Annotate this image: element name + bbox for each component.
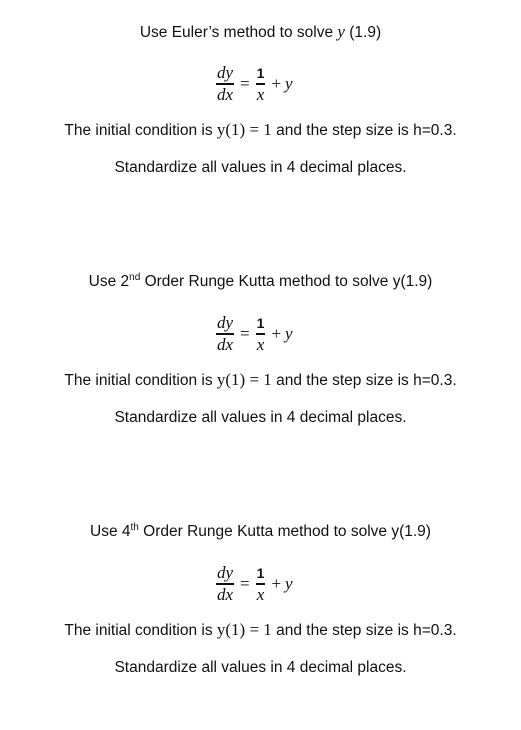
condition-math: y(1) = 1 [216,370,272,389]
condition-math: y(1) = 1 [216,120,272,139]
problem-title [0,22,521,43]
fraction-numerator: 1 [256,65,265,82]
differential-equation [214,60,293,108]
fraction-numerator: 1 [256,315,265,332]
derivative-fraction [216,563,234,604]
problem-euler [0,0,521,230]
condition-prefix: The initial condition is [64,122,217,139]
condition-prefix: The initial condition is [64,622,217,639]
condition-suffix: and the step size is h=0.3. [271,372,457,389]
initial-condition [0,120,521,141]
fraction-denominator: dx [217,84,234,104]
order-superscript: nd [129,272,141,283]
title-text-rest: Order Runge Kutta method to solve y(1.9) [140,273,433,290]
fraction-numerator: dy [217,63,234,83]
derivative-fraction [216,63,234,104]
fraction-numerator: 1 [256,565,265,582]
fraction-numerator: dy [217,563,234,583]
title-variable: y [337,22,345,41]
order-superscript: th [130,522,139,533]
standardize-note: Standardize all values in 4 decimal places. [114,159,407,176]
plus-sign: + [271,324,282,343]
fraction-denominator: dx [217,334,234,354]
standardize-note: Standardize all values in 4 decimal places. [114,659,407,676]
equals-sign: = [240,574,250,593]
condition-suffix: and the step size is h=0.3. [271,622,457,639]
reciprocal-fraction [256,313,266,354]
initial-condition [0,620,521,641]
problem-title [0,272,521,292]
title-point: (1.9) [344,24,382,41]
reciprocal-fraction [256,63,266,104]
rhs-variable: y [285,74,293,93]
standardize-note: Standardize all values in 4 decimal places. [114,409,407,426]
title-text: Use Euler’s method to solve [139,24,338,41]
differential-equation [214,560,293,608]
equals-sign: = [240,324,250,343]
fraction-denominator: x [256,84,265,104]
reciprocal-fraction [256,563,266,604]
differential-equation [214,310,293,358]
fraction-denominator: dx [217,584,234,604]
fraction-numerator: dy [217,313,234,333]
title-text: Use 4 [90,523,131,540]
plus-sign: + [271,74,282,93]
condition-math: y(1) = 1 [216,620,272,639]
condition-prefix: The initial condition is [64,372,217,389]
problem-rk2 [0,250,521,480]
plus-sign: + [271,574,282,593]
title-text: Use 2 [88,273,130,290]
fraction-denominator: x [256,584,265,604]
rhs-variable: y [285,574,293,593]
problem-rk4 [0,500,521,730]
equals-sign: = [240,74,250,93]
initial-condition [0,370,521,391]
problem-title [0,522,521,542]
rhs-variable: y [285,324,293,343]
condition-suffix: and the step size is h=0.3. [271,122,457,139]
fraction-denominator: x [256,334,265,354]
derivative-fraction [216,313,234,354]
title-text-rest: Order Runge Kutta method to solve y(1.9) [138,523,431,540]
